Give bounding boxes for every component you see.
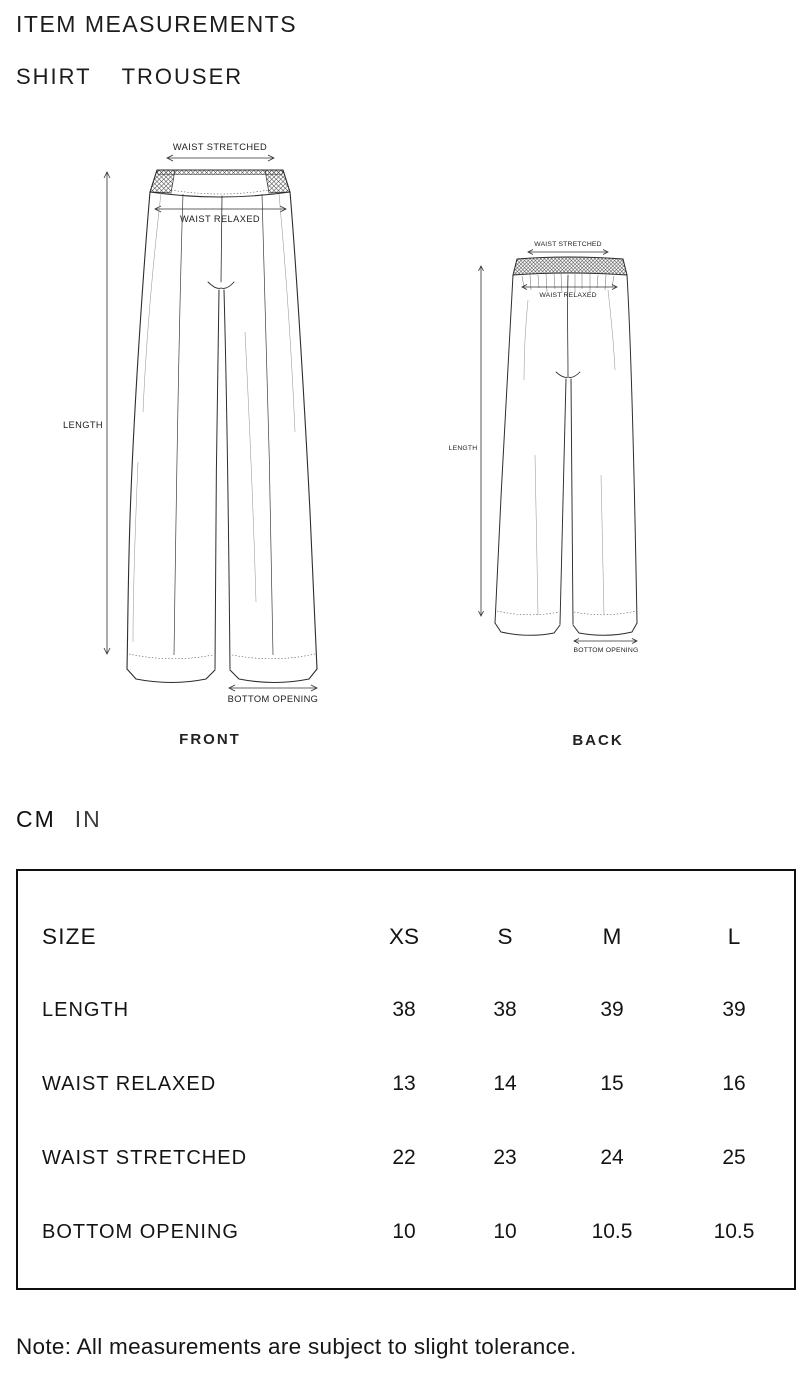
table-row-waist-stretched xyxy=(18,1121,794,1195)
cell-value: 24 xyxy=(600,1146,624,1169)
front-crease-lines xyxy=(174,194,273,655)
cell-value: 10.5 xyxy=(713,1220,755,1243)
back-drape-lines xyxy=(524,290,615,615)
front-waist-relaxed-arrow xyxy=(155,206,286,212)
front-waist-stretched-label: WAIST STRETCHED xyxy=(172,142,268,152)
row-label: BOTTOM OPENING xyxy=(42,1220,239,1243)
back-waist-stretched-arrow xyxy=(528,250,608,255)
table-row-length xyxy=(18,973,794,1047)
front-waist-stretched-arrow xyxy=(167,155,274,161)
cell-value: 39 xyxy=(600,998,624,1021)
back-caption: BACK xyxy=(572,732,624,749)
unit-toggle-in[interactable]: IN xyxy=(74,806,102,832)
tab-trouser[interactable]: TROUSER xyxy=(121,64,244,89)
front-drape-lines xyxy=(133,193,295,642)
cell-value: 10 xyxy=(493,1220,517,1243)
front-waist-relaxed-label: WAIST RELAXED xyxy=(179,214,261,224)
front-bottom-opening-label: BOTTOM OPENING xyxy=(227,694,319,704)
front-outline xyxy=(127,192,317,683)
row-label: WAIST RELAXED xyxy=(42,1072,217,1095)
column-header-xs: XS xyxy=(388,924,419,949)
cell-value: 15 xyxy=(600,1072,624,1095)
front-hem-stitch xyxy=(129,654,315,659)
front-waistband xyxy=(150,170,290,197)
column-header-s: S xyxy=(497,924,513,949)
column-header-size: SIZE xyxy=(42,924,97,949)
back-waist-stretched-label: WAIST STRETCHED xyxy=(534,241,602,248)
row-label: WAIST STRETCHED xyxy=(42,1146,248,1169)
front-bottom-opening-arrow xyxy=(229,685,317,691)
column-header-l: L xyxy=(727,924,741,949)
back-waist-relaxed-arrow xyxy=(522,285,617,290)
cell-value: 13 xyxy=(392,1072,416,1095)
table-row-waist-relaxed xyxy=(18,1047,794,1121)
back-waist-relaxed-label: WAIST RELAXED xyxy=(539,292,597,299)
tab-shirt[interactable]: SHIRT xyxy=(16,64,92,89)
size-table xyxy=(16,869,796,1290)
front-caption: FRONT xyxy=(179,731,241,748)
front-length-label: LENGTH xyxy=(62,420,104,430)
cell-value: 38 xyxy=(392,998,416,1021)
trouser-front-diagram xyxy=(40,132,380,712)
back-waistband xyxy=(513,257,627,275)
row-label: LENGTH xyxy=(42,998,130,1021)
cell-value: 25 xyxy=(722,1146,746,1169)
back-outline xyxy=(495,275,637,635)
cell-value: 14 xyxy=(493,1072,517,1095)
cell-value: 10 xyxy=(392,1220,416,1243)
cell-value: 22 xyxy=(392,1146,416,1169)
cell-value: 10.5 xyxy=(591,1220,633,1243)
page-title: ITEM MEASUREMENTS xyxy=(16,11,298,37)
back-length-label: LENGTH xyxy=(448,445,478,452)
cell-value: 38 xyxy=(493,998,517,1021)
back-hem-stitch xyxy=(497,611,636,615)
back-length-arrow xyxy=(479,266,484,616)
garment-tabs xyxy=(16,64,243,90)
table-row-bottom-opening xyxy=(18,1195,794,1269)
cell-value: 23 xyxy=(493,1146,517,1169)
unit-toggle-cm[interactable]: CM xyxy=(16,806,56,832)
cell-value: 39 xyxy=(722,998,746,1021)
cell-value: 16 xyxy=(722,1072,746,1095)
back-bottom-opening-label: BOTTOM OPENING xyxy=(573,647,639,654)
table-header-row xyxy=(18,901,794,973)
front-length-arrow xyxy=(104,172,110,654)
unit-toggle xyxy=(16,806,102,833)
back-bottom-opening-arrow xyxy=(574,639,637,644)
column-header-m: M xyxy=(602,924,622,949)
trouser-back-diagram xyxy=(440,230,700,670)
tolerance-note: Note: All measurements are subject to slight tolerance. xyxy=(16,1334,577,1359)
